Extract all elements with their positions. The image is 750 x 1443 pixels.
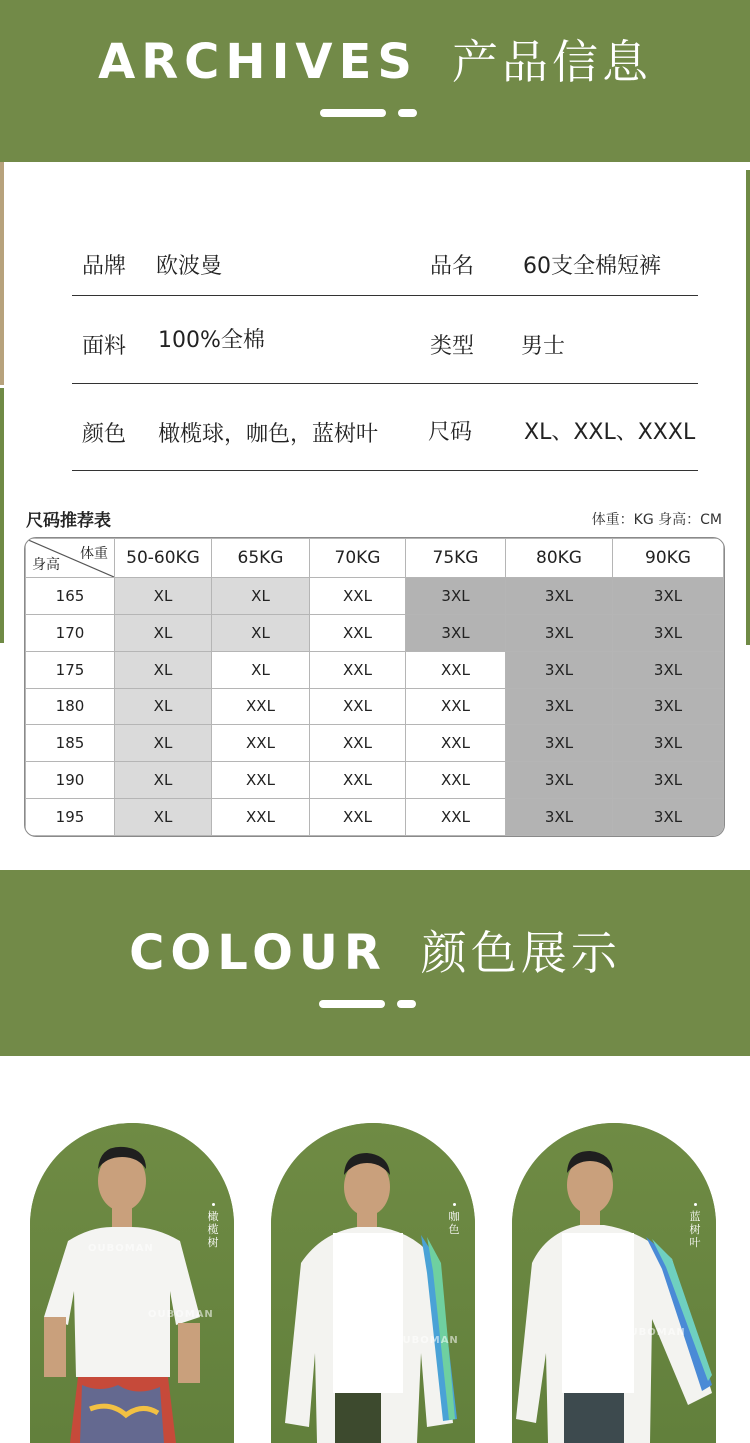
size-chart-cell: 3XL — [506, 614, 613, 651]
height-row-header: 185 — [26, 725, 115, 762]
size-chart-cell: 3XL — [406, 578, 506, 615]
size-chart-cell: XL — [212, 578, 310, 615]
size-chart-cell: XL — [115, 578, 212, 615]
info-value-color: 橄榄球，咖色，蓝树叶 — [158, 422, 379, 447]
info-value-brand: 欧波曼 — [156, 254, 223, 279]
size-chart-row — [26, 651, 724, 688]
size-chart-cell: 3XL — [613, 762, 724, 799]
size-chart-cell: XXL — [310, 614, 406, 651]
colour-divider-long — [319, 1000, 385, 1008]
size-chart-cell: 3XL — [613, 688, 724, 725]
weight-col-header: 65KG — [212, 539, 310, 578]
height-row-header: 190 — [26, 762, 115, 799]
size-chart-cell: XXL — [310, 725, 406, 762]
size-chart-units: 体重：KG 身高：CM — [591, 512, 722, 528]
height-row-header: 180 — [26, 688, 115, 725]
size-chart-cell: 3XL — [613, 799, 724, 836]
corner-weight-label: 体重 — [80, 546, 108, 562]
info-key-type: 类型 — [430, 334, 475, 359]
size-chart-cell: XXL — [310, 762, 406, 799]
archives-header — [0, 0, 750, 162]
size-chart-row — [26, 688, 724, 725]
weight-col-header: 50-60KG — [115, 539, 212, 578]
size-chart-row — [26, 725, 724, 762]
weight-col-header: 80KG — [506, 539, 613, 578]
colour-label-text: 橄榄树 — [207, 1210, 219, 1249]
size-chart-cell: XXL — [212, 799, 310, 836]
size-chart-cell: XXL — [212, 688, 310, 725]
size-chart-cell: XL — [115, 762, 212, 799]
size-chart-cell: 3XL — [406, 614, 506, 651]
info-value-fabric: 100%全棉 — [158, 328, 265, 353]
colour-card-brown[interactable] — [271, 1123, 475, 1443]
colour-title — [0, 917, 750, 983]
height-row-header: 175 — [26, 651, 115, 688]
size-chart-row — [26, 578, 724, 615]
model-photo-brown — [271, 1123, 475, 1443]
size-chart-cell: 3XL — [506, 762, 613, 799]
brand-watermark: OUBOMAN — [393, 1335, 459, 1346]
size-chart-cell: XXL — [406, 688, 506, 725]
info-key-color: 颜色 — [82, 422, 127, 447]
height-row-header: 165 — [26, 578, 115, 615]
size-chart-cell: XXL — [406, 799, 506, 836]
size-chart-cell: 3XL — [506, 688, 613, 725]
size-chart-row — [26, 799, 724, 836]
info-key-name: 品名 — [430, 254, 475, 279]
brand-watermark: OUBOMAN — [562, 1261, 628, 1272]
archives-title-en: ARCHIVES — [98, 34, 418, 90]
size-chart-cell: XL — [115, 725, 212, 762]
size-chart-cell: XXL — [310, 799, 406, 836]
info-value-name: 60支全棉短裤 — [523, 254, 661, 279]
archives-title — [0, 26, 750, 92]
height-row-header: 195 — [26, 799, 115, 836]
size-chart-cell: XXL — [406, 725, 506, 762]
corner-height-label: 身高 — [32, 557, 60, 573]
size-chart-cell: XXL — [310, 688, 406, 725]
size-chart-cell: XL — [212, 614, 310, 651]
left-photo-edge-lower — [0, 388, 4, 643]
weight-col-header: 70KG — [310, 539, 406, 578]
height-row-header: 170 — [26, 614, 115, 651]
size-chart-cell: 3XL — [506, 578, 613, 615]
size-chart-cell: 3XL — [506, 651, 613, 688]
model-photo-olive — [30, 1123, 234, 1443]
size-chart-body — [26, 578, 724, 836]
info-key-size: 尺码 — [428, 420, 473, 445]
brand-watermark: OUBOMAN — [88, 1243, 154, 1254]
colour-title-en: COLOUR — [129, 925, 387, 981]
info-key-brand: 品牌 — [82, 254, 127, 279]
info-row-brand — [72, 208, 698, 296]
size-chart-cell: XXL — [310, 578, 406, 615]
size-chart-cell: XXL — [212, 725, 310, 762]
model-photo-blue — [512, 1123, 716, 1443]
colour-label-olive — [206, 1203, 220, 1249]
size-chart-cell: 3XL — [506, 799, 613, 836]
brand-watermark: OUBOMAN — [620, 1327, 686, 1338]
size-chart-cell: 3XL — [613, 578, 724, 615]
info-key-fabric: 面料 — [82, 334, 127, 359]
archives-title-cn: 产品信息 — [451, 35, 652, 89]
colour-label-brown — [447, 1203, 461, 1236]
size-chart-cell: XXL — [406, 651, 506, 688]
colour-card-olive[interactable] — [30, 1123, 234, 1443]
colour-label-text: 蓝树叶 — [689, 1210, 701, 1249]
size-chart-corner — [26, 539, 115, 578]
size-chart-cell: XL — [115, 614, 212, 651]
header-divider-long — [320, 109, 386, 117]
size-chart-table — [24, 537, 725, 837]
size-chart-title: 尺码推荐表 — [26, 511, 111, 531]
brand-watermark: OUBOMAN — [148, 1309, 214, 1320]
size-chart-header-row — [26, 539, 724, 578]
info-row-color — [72, 383, 698, 471]
info-value-size: XL、XXL、XXXL — [524, 420, 696, 445]
size-chart-cell: XXL — [212, 762, 310, 799]
size-chart-cell: XL — [115, 688, 212, 725]
colour-label-blue — [688, 1203, 702, 1249]
size-chart-cell: XL — [115, 799, 212, 836]
size-chart-cell: 3XL — [613, 725, 724, 762]
size-chart-row — [26, 762, 724, 799]
weight-col-header: 75KG — [406, 539, 506, 578]
size-chart-row — [26, 614, 724, 651]
info-row-fabric — [72, 296, 698, 384]
size-chart-cell: 3XL — [613, 651, 724, 688]
size-chart-cell: XXL — [406, 762, 506, 799]
colour-label-text: 咖色 — [448, 1210, 460, 1236]
info-value-type: 男士 — [521, 334, 566, 359]
size-chart-cell: XXL — [310, 651, 406, 688]
colour-title-cn: 颜色展示 — [420, 926, 621, 980]
header-divider-short — [398, 109, 417, 117]
brand-watermark: OUBOMAN — [333, 1269, 399, 1280]
weight-col-header: 90KG — [613, 539, 724, 578]
size-chart-cell: XL — [212, 651, 310, 688]
size-chart-cell: XL — [115, 651, 212, 688]
size-chart-cell: 3XL — [506, 725, 613, 762]
colour-card-blue[interactable] — [512, 1123, 716, 1443]
size-chart-cell: 3XL — [613, 614, 724, 651]
colour-header — [0, 870, 750, 1056]
right-photo-edge-lower — [746, 170, 750, 645]
colour-divider-short — [397, 1000, 416, 1008]
